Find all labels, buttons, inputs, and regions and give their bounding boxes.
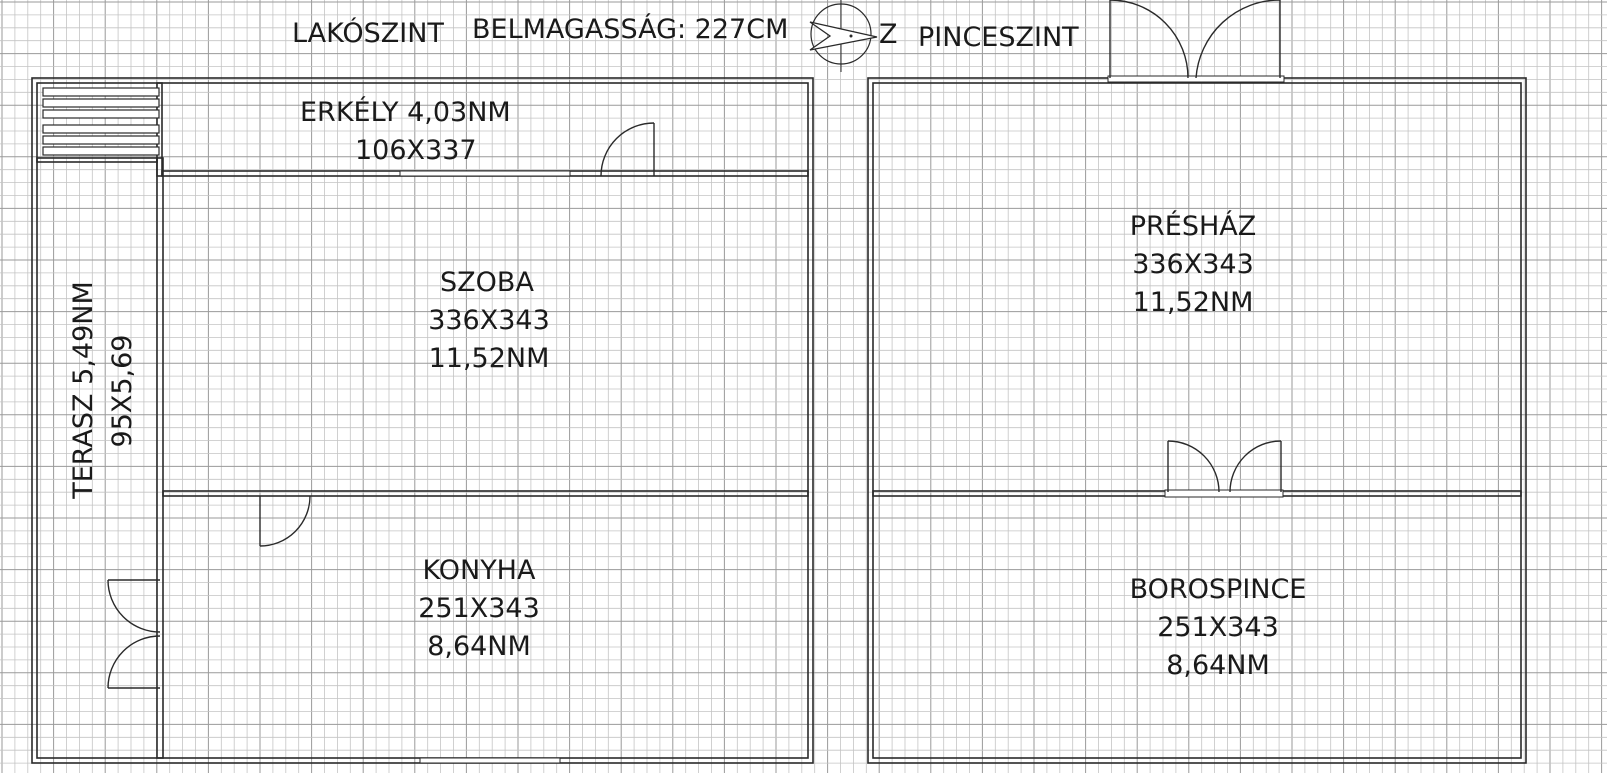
ceiling-height-label: BELMAGASSÁG: 227CM (472, 14, 789, 45)
room-borospince-name: BOROSPINCE (1129, 574, 1307, 605)
balcony-name: ERKÉLY 4,03NM (300, 97, 511, 128)
north-letter: Z (879, 19, 898, 50)
room-konyha-name: KONYHA (422, 555, 536, 586)
room-preshaz-name: PRÉSHÁZ (1129, 211, 1257, 242)
room-preshaz-dims: 336X343 (1132, 249, 1254, 280)
balcony-dims: 106X337 (355, 135, 477, 166)
residential-level-title: LAKÓSZINT (292, 18, 444, 49)
room-borospince-area: 8,64NM (1166, 650, 1270, 681)
room-konyha-area: 8,64NM (427, 631, 531, 662)
terrace-dims: 95X5,69 (107, 334, 138, 448)
room-borospince-dims: 251X343 (1157, 612, 1279, 643)
terrace-name: TERASZ 5,49NM (68, 281, 99, 499)
room-szoba-dims: 336X343 (428, 305, 550, 336)
outer-wall-inner (37, 83, 808, 758)
terrace-top-wall (37, 158, 157, 162)
terrace-wall (157, 158, 163, 758)
kitchen-window (420, 758, 560, 763)
stairs (43, 88, 159, 155)
kitchen-door (260, 496, 310, 546)
north-arrow-icon (810, 0, 877, 72)
room-konyha-dims: 251X343 (418, 593, 540, 624)
room-szoba-area: 11,52NM (428, 343, 550, 374)
room-preshaz-area: 11,52NM (1132, 287, 1254, 318)
cellar-level-title: PINCESZINT (918, 22, 1079, 53)
cellar-inner-door (1165, 441, 1283, 497)
cellar-level-plan (868, 0, 1526, 763)
balcony-window (400, 171, 570, 176)
room-szoba-name: SZOBA (440, 267, 534, 298)
